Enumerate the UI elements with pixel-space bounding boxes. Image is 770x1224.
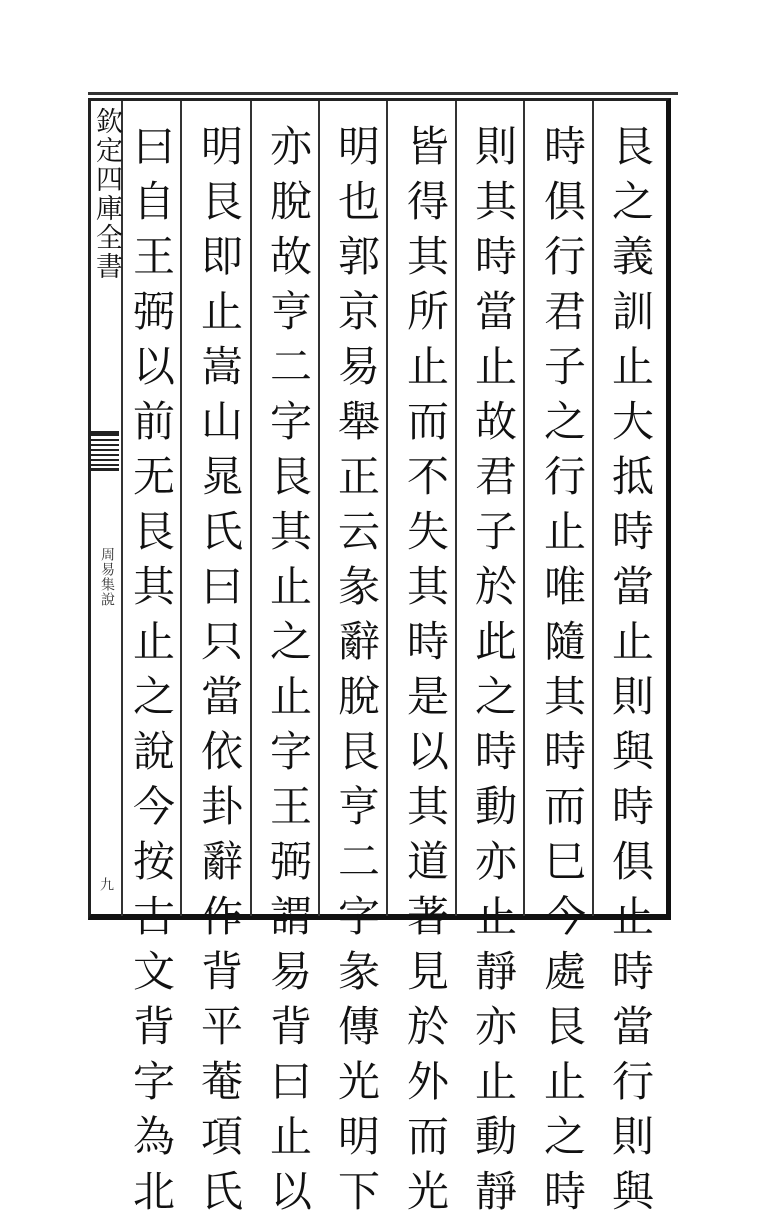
page-margin-strip — [91, 101, 123, 916]
column-rule — [523, 101, 525, 916]
collection-title: 欽定四庫全書 — [91, 107, 122, 281]
page-top-rule — [88, 92, 678, 95]
text-column-3: 則其時當止故君子於此之時動亦止靜亦止動靜 — [469, 124, 518, 1224]
page-number: 九 — [98, 877, 114, 891]
column-rule — [455, 101, 457, 916]
text-column-4: 皆得其所止而不失其時是以其道著見於外而光 — [401, 124, 450, 1224]
column-rule — [250, 101, 252, 916]
column-rule — [592, 101, 594, 916]
fishtail-ornament — [91, 431, 119, 471]
text-column-5: 明也郭京易舉正云彖辭脫艮亨二字彖傳光明下 — [332, 124, 381, 1224]
book-title: 周易集說 — [99, 547, 115, 607]
text-column-1: 艮之義訓止大抵時當止則與時俱止時當行則與 — [606, 124, 655, 1224]
text-column-8: 曰自王弼以前无艮其止之說今按古文背字為北 — [127, 124, 176, 1224]
text-column-6: 亦脫故亨二字艮其止之止字王弼謂易背曰止以 — [264, 124, 313, 1224]
text-column-2: 時俱行君子之行止唯隨其時而巳今處艮止之時 — [538, 124, 587, 1224]
text-column-7: 明艮即止嵩山晁氏曰只當依卦辭作背平菴項氏 — [195, 124, 244, 1224]
column-rule — [318, 101, 320, 916]
column-rule — [386, 101, 388, 916]
